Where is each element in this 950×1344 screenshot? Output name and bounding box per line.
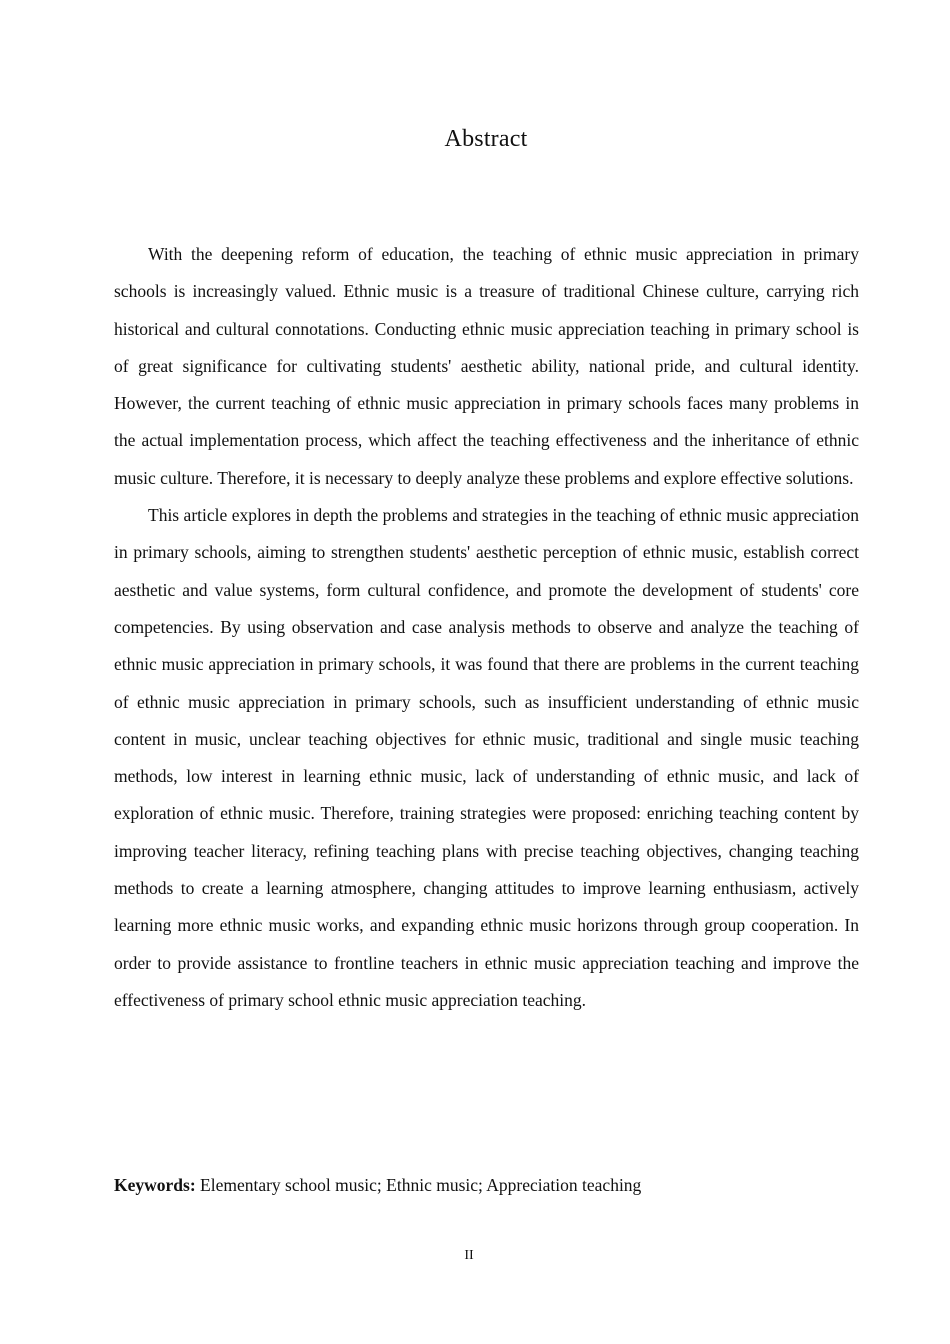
abstract-title: Abstract — [444, 126, 528, 152]
keywords-value: Elementary school music; Ethnic music; Appreciation teaching — [200, 1175, 642, 1195]
abstract-body — [114, 236, 859, 1019]
keywords-label: Keywords: — [114, 1175, 196, 1195]
page-number: II — [464, 1248, 474, 1263]
abstract-paragraph-1: With the deepening reform of education, the teaching of ethnic music appreciation in primary schools is increasingly valued. Ethnic music is a treasure of traditional Chinese culture, carrying rich historical and cultural connotations. Conducting ethnic music appreciation teaching in primary school is of great significance for cultivating students' aesthetic ability, national pride, and cultural identity. However, the current teaching of ethnic music appreciation in primary schools faces many problems in the actual implementation process, which affect the teaching effectiveness and the inheritance of ethnic music culture. Therefore, it is necessary to deeply analyze these problems and explore effective solutions. — [114, 244, 859, 488]
abstract-paragraph-2: This article explores in depth the problems and strategies in the teaching of ethnic music appreciation in primary schools, aiming to strengthen students' aesthetic perception of ethnic music, establish correct aesthetic and value systems, form cultural confidence, and promote the development of students' core competencies. By using observation and case analysis methods to observe and analyze the teaching of ethnic music appreciation in primary schools, it was found that there are problems in the current teaching of ethnic music appreciation in primary schools, such as insufficient understanding of ethnic music content in music, unclear teaching objectives for ethnic music, traditional and single music teaching methods, low interest in learning ethnic music, lack of understanding of ethnic music, and lack of exploration of ethnic music. Therefore, training strategies were proposed: enriching teaching content by improving teacher literacy, refining teaching plans with precise teaching objectives, changing teaching methods to create a learning atmosphere, changing attitudes to improve learning enthusiasm, actively learning more ethnic music works, and expanding ethnic music horizons through group cooperation. In order to provide assistance to frontline teachers in ethnic music appreciation teaching and improve the effectiveness of primary school ethnic music appreciation teaching. — [114, 505, 859, 1010]
keywords-line — [114, 1168, 859, 1202]
